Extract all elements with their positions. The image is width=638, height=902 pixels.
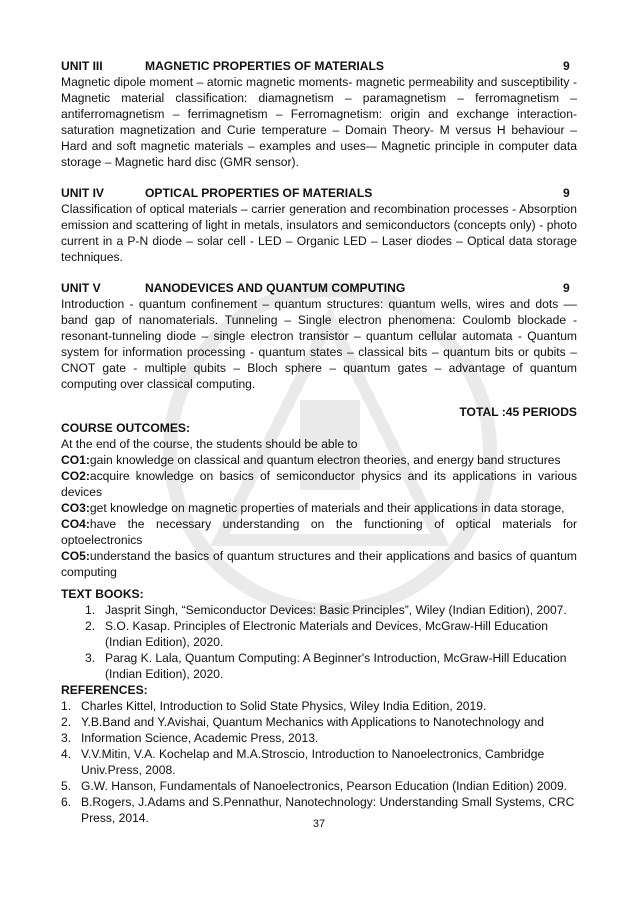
outcome-item (61, 500, 577, 516)
outcome-code: CO2: (61, 469, 90, 483)
item-number: 2. (61, 715, 72, 729)
textbooks-list (61, 602, 577, 682)
item-text: V.V.Mitin, V.A. Kochelap and M.A.Stroscio, Introduction to Nanoelectronics, Cambridge Univ.Press, 2008. (81, 747, 545, 777)
references-list (61, 698, 577, 826)
unit3-number: UNIT III (61, 59, 103, 73)
item-number: 1. (85, 603, 96, 617)
outcome-code: CO5: (61, 549, 90, 563)
unit5-title: NANODEVICES AND QUANTUM COMPUTING (145, 281, 406, 295)
item-number: 3. (61, 731, 72, 745)
unit3-body: Magnetic dipole moment – atomic magnetic moments- magnetic permeability and susceptibility - Magnetic material classification: diamagnetism – paramagnetism – ferromagnetism – antiferromagnetism – ferrimagnetism – Ferromagnetism: origin and exchange interaction- saturation magnetization and Curie temperature – Domain Theory- M versus H behaviour – Hard and soft magnetic materials – examples and uses-– Magnetic principle in computer data storage – Magnetic hard disc (GMR sensor). (61, 75, 577, 169)
item-number: 6. (61, 795, 72, 809)
item-text: Y.B.Band and Y.Avishai, Quantum Mechanics with Applications to Nanotechnology and (81, 715, 545, 729)
item-number: 1. (61, 699, 72, 713)
outcome-item (61, 516, 577, 548)
item-text: Jasprit Singh, “Semiconductor Devices: Basic Principles”, Wiley (Indian Edition), 2007. (105, 603, 567, 617)
unit4-heading (61, 185, 577, 201)
outcome-item (61, 452, 577, 468)
item-text: Information Science, Academic Press, 2013. (81, 731, 319, 745)
unit5-hours: 9 (563, 281, 570, 295)
outcome-item (61, 468, 577, 500)
outcome-text: get knowledge on magnetic properties of materials and their applications in data storage, (89, 501, 565, 515)
item-number: 2. (85, 619, 96, 633)
page-number: 37 (312, 818, 326, 830)
outcomes-intro: At the end of the course, the students should be able to (61, 437, 358, 451)
item-number: 4. (61, 747, 72, 761)
item-text: Parag K. Lala, Quantum Computing: A Beginner's Introduction, McGraw-Hill Education (Indian Edition), 2020. (105, 651, 567, 681)
outcome-text: acquire knowledge on basics of semiconductor physics and its applications in various devices (61, 469, 577, 499)
syllabus-page (61, 58, 577, 826)
list-item (61, 650, 577, 682)
outcome-text: understand the basics of quantum structures and their applications and basics of quantum computing (61, 549, 577, 579)
outcome-text: gain knowledge on classical and quantum electron theories, and energy band structures (89, 453, 561, 467)
item-text: S.O. Kasap. Principles of Electronic Materials and Devices, McGraw-Hill Education (Indian Edition), 2020. (105, 619, 548, 649)
outcomes-list (61, 452, 577, 580)
list-item (61, 746, 577, 778)
outcome-code: CO4: (61, 517, 90, 531)
item-text: B.Rogers, J.Adams and S.Pennathur, Nanotechnology: Understanding Small Systems, CRC Press, 2014. (81, 795, 575, 825)
unit4-title: OPTICAL PROPERTIES OF MATERIALS (145, 186, 373, 200)
references-heading: REFERENCES: (61, 683, 148, 697)
unit4-number: UNIT IV (61, 186, 105, 200)
total-periods: TOTAL :45 PERIODS (459, 405, 577, 419)
textbooks-heading: TEXT BOOKS: (61, 587, 144, 601)
unit5-heading (61, 280, 577, 296)
item-number: 5. (61, 779, 72, 793)
outcome-item (61, 548, 577, 580)
list-item (61, 714, 577, 730)
list-item (61, 618, 577, 650)
list-item (61, 778, 577, 794)
outcomes-heading: COURSE OUTCOMES: (61, 421, 191, 435)
outcome-text: have the necessary understanding on the functioning of optical materials for optoelectronics (61, 517, 577, 547)
list-item (61, 730, 577, 746)
unit3-heading (61, 58, 577, 74)
item-number: 3. (85, 651, 96, 665)
unit5-body: Introduction - quantum confinement – quantum structures: quantum wells, wires and dots –– band gap of nanomaterials. Tunneling – Single electron phenomena: Coulomb blockade - resonant-tunneling diode – single electron transistor – quantum cellular automata - Quantum system for information processing - quantum states – classical bits – quantum bits or qubits –CNOT gate - multiple qubits – Bloch sphere – quantum gates – advantage of quantum computing over classical computing. (61, 297, 577, 391)
list-item (61, 698, 577, 714)
outcome-code: CO1: (61, 453, 90, 467)
unit3-title: MAGNETIC PROPERTIES OF MATERIALS (145, 59, 384, 73)
unit4-body: Classification of optical materials – carrier generation and recombination processes - Absorption emission and scattering of light in metals, insulators and semiconductors (concepts only) - photo current in a P-N diode – solar cell - LED – Organic LED – Laser diodes – Optical data storage techniques. (61, 202, 577, 264)
outcome-code: CO3: (61, 501, 90, 515)
list-item (61, 602, 577, 618)
item-text: Charles Kittel, Introduction to Solid State Physics, Wiley India Edition, 2019. (81, 699, 487, 713)
unit3-hours: 9 (563, 59, 570, 73)
item-text: G.W. Hanson, Fundamentals of Nanoelectronics, Pearson Education (Indian Edition) 2009. (81, 779, 568, 793)
unit5-number: UNIT V (61, 281, 101, 295)
unit4-hours: 9 (563, 186, 570, 200)
